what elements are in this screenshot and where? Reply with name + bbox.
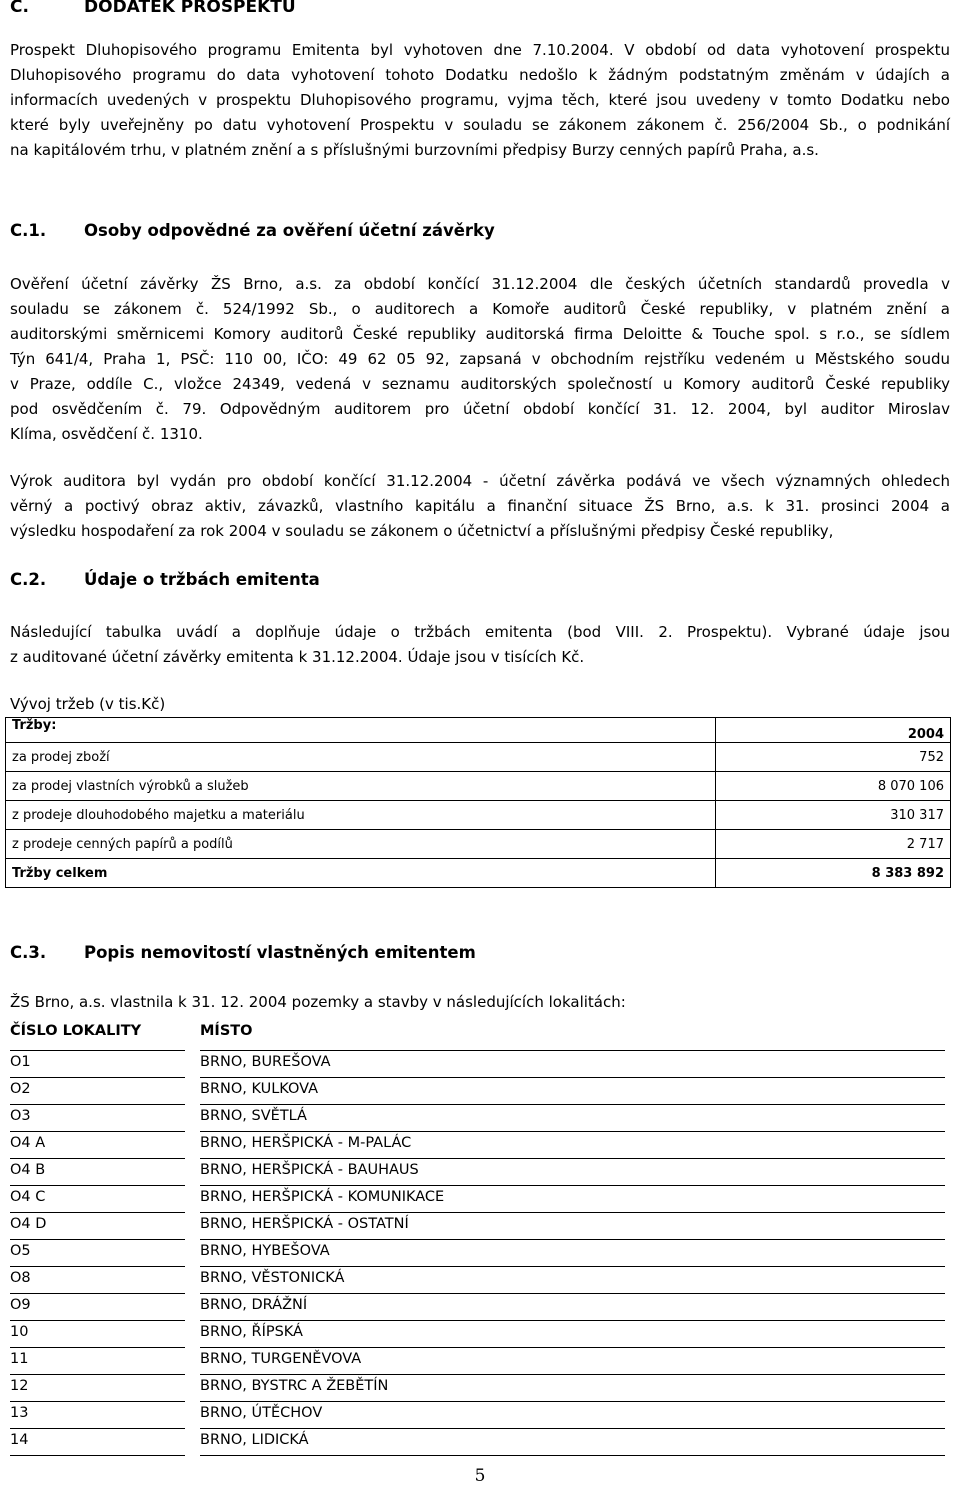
location-place: BRNO, BYSTRC A ŽEBĚTÍN — [200, 1378, 389, 1394]
location-id: O9 — [10, 1297, 31, 1313]
location-place: BRNO, ŘÍPSKÁ — [200, 1324, 303, 1340]
location-row — [0, 1240, 960, 1267]
auditor-line: Ověření účetní závěrky ŽS Brno, a.s. za období končící 31.12.2004 dle českých účetních standardů provedla v — [10, 275, 950, 293]
row-label: za prodej vlastních výrobků a služeb — [6, 772, 716, 801]
intro-line: Prospekt Dluhopisového programu Emitenta byl vyhotoven dne 7.10.2004. V období od data vyhotovení prospektu — [10, 41, 950, 59]
location-id: 10 — [10, 1324, 29, 1340]
location-place: BRNO, KULKOVA — [200, 1081, 319, 1097]
location-row — [0, 1105, 960, 1132]
table-row — [6, 743, 951, 772]
section-number: C.3. — [10, 943, 47, 962]
location-row — [0, 1132, 960, 1159]
location-row — [0, 1078, 960, 1105]
document-heading — [10, 0, 296, 17]
location-place: BRNO, BUREŠOVA — [200, 1054, 331, 1070]
section-c2-heading — [10, 570, 320, 589]
location-id: O8 — [10, 1270, 31, 1286]
location-row — [0, 1429, 960, 1456]
location-id: 11 — [10, 1351, 29, 1367]
intro-paragraph — [10, 38, 950, 163]
row-value: 310 317 — [716, 801, 951, 830]
revenue-table — [5, 717, 951, 888]
location-id: O4 C — [10, 1189, 46, 1205]
location-place: BRNO, ÚTĚCHOV — [200, 1405, 323, 1421]
section-number: C.1. — [10, 221, 47, 240]
location-row — [0, 1159, 960, 1186]
auditor-paragraph — [10, 272, 950, 447]
location-id: O4 A — [10, 1135, 46, 1151]
table-row — [6, 801, 951, 830]
row-label: za prodej zboží — [6, 743, 716, 772]
intro-line: které byly uveřejněny po datu vyhotovení Prospektu v souladu se zákonem zákonem č. 256/2004 Sb., o podnikání — [10, 116, 950, 134]
section-c1-heading — [10, 221, 495, 240]
location-place: BRNO, HYBEŠOVA — [200, 1243, 330, 1259]
location-id: 14 — [10, 1432, 29, 1448]
row-value: 8 070 106 — [716, 772, 951, 801]
section-c3-heading — [10, 943, 476, 962]
table-row — [6, 772, 951, 801]
opinion-line: věrný a poctivý obraz aktiv, závazků, vlastního kapitálu a finanční situace ŽS Brno, a.s. k 31. prosinci 2004 a — [10, 497, 950, 515]
table-header-year: 2004 — [716, 718, 951, 743]
section-number: C.2. — [10, 570, 47, 589]
auditor-line: Klíma, osvědčení č. 1310. — [10, 425, 203, 443]
auditor-line: souladu se zákonem č. 524/1992 Sb., o auditorech a Komoře auditorů České republiky, v platném znění a — [10, 300, 950, 318]
auditor-line: pod osvědčením č. 79. Odpovědným auditorem pro účetní období končící 31. 12. 2004, byl auditor Miroslav — [10, 400, 950, 418]
location-id: O4 D — [10, 1216, 47, 1232]
location-row — [0, 1186, 960, 1213]
location-place: BRNO, HERŠPICKÁ - M-PALÁC — [200, 1135, 412, 1151]
row-rule — [10, 1455, 185, 1456]
location-place: BRNO, HERŠPICKÁ - KOMUNIKACE — [200, 1189, 445, 1205]
auditor-line: auditorskými směrnicemi Komory auditorů České republiky auditorská firma Deloitte & Touche spol. s r.o., se sídlem — [10, 325, 950, 343]
location-id: O1 — [10, 1054, 31, 1070]
location-place: BRNO, DRÁŽNÍ — [200, 1297, 308, 1313]
auditor-line: v Praze, oddíle C., vložce 24349, vedená v seznamu auditorských společností u Komory auditorů České republiky — [10, 375, 950, 393]
column-header-place: MÍSTO — [200, 1023, 253, 1039]
table-row — [6, 830, 951, 859]
row-label: z prodeje cenných papírů a podílů — [6, 830, 716, 859]
row-rule — [200, 1455, 945, 1456]
opinion-line: výsledku hospodaření za rok 2004 v souladu se zákonem o účetnictví a příslušnými předpisy České republiky, — [10, 522, 834, 540]
table-header-row — [6, 718, 951, 743]
location-id: 13 — [10, 1405, 29, 1421]
location-row — [0, 1213, 960, 1240]
location-id: 12 — [10, 1378, 29, 1394]
location-place: BRNO, HERŠPICKÁ - OSTATNÍ — [200, 1216, 409, 1232]
heading-title: DODATEK PROSPEKTU — [84, 0, 296, 17]
location-id: O3 — [10, 1108, 31, 1124]
total-value: 8 383 892 — [716, 859, 951, 888]
table-header-label: Tržby: — [6, 718, 716, 743]
auditor-line: Týn 641/4, Praha 1, PSČ: 110 00, IČO: 49 62 05 92, zapsaná v obchodním rejstříku vedeném u Městského soudu — [10, 350, 950, 368]
location-row — [0, 1375, 960, 1402]
revenue-intro-line: z auditované účetní závěrky emitenta k 31.12.2004. Údaje jsou v tisících Kč. — [10, 648, 585, 666]
location-place: BRNO, SVĚTLÁ — [200, 1108, 307, 1124]
audit-opinion-paragraph — [10, 469, 950, 544]
row-label: z prodeje dlouhodobého majetku a materiálu — [6, 801, 716, 830]
total-label: Tržby celkem — [6, 859, 716, 888]
location-place: BRNO, LIDICKÁ — [200, 1432, 309, 1448]
table-caption: Vývoj tržeb (v tis.Kč) — [10, 695, 166, 713]
intro-line: informacích uvedených v prospektu Dluhopisového programu, vyjma těch, které jsou uvedeny v tomto Dodatku nebo — [10, 91, 950, 109]
heading-number: C. — [10, 0, 29, 17]
location-id: O2 — [10, 1081, 31, 1097]
section-title: Údaje o tržbách emitenta — [84, 570, 320, 589]
location-place: BRNO, TURGENĚVOVA — [200, 1351, 362, 1367]
section-title: Osoby odpovědné za ověření účetní závěrky — [84, 221, 495, 240]
section-title: Popis nemovitostí vlastněných emitentem — [84, 943, 476, 962]
intro-line: na kapitálovém trhu, v platném znění a s příslušnými burzovními předpisy Burzy cenných papírů Praha, a.s. — [10, 141, 819, 159]
location-place: BRNO, HERŠPICKÁ - BAUHAUS — [200, 1162, 419, 1178]
column-header-id: ČÍSLO LOKALITY — [10, 1023, 142, 1039]
location-row — [0, 1321, 960, 1348]
intro-line: Dluhopisového programu do data vyhotovení tohoto Dodatku nedošlo k žádným podstatným změnám v údajích a — [10, 66, 950, 84]
location-place: BRNO, VĚSTONICKÁ — [200, 1270, 345, 1286]
revenue-intro-line: Následující tabulka uvádí a doplňuje údaje o tržbách emitenta (bod VIII. 2. Prospektu). Vybrané údaje jsou — [10, 623, 950, 641]
location-row — [0, 1051, 960, 1078]
location-row — [0, 1348, 960, 1375]
location-id: O5 — [10, 1243, 31, 1259]
location-id: O4 B — [10, 1162, 46, 1178]
location-row — [0, 1267, 960, 1294]
location-row — [0, 1294, 960, 1321]
table-total-row — [6, 859, 951, 888]
revenue-intro-paragraph — [10, 620, 950, 670]
page-number: 5 — [474, 1466, 486, 1486]
location-row — [0, 1402, 960, 1429]
locations-intro: ŽS Brno, a.s. vlastnila k 31. 12. 2004 pozemky a stavby v následujících lokalitách: — [10, 993, 626, 1011]
row-value: 752 — [716, 743, 951, 772]
opinion-line: Výrok auditora byl vydán pro období končící 31.12.2004 - účetní závěrka podává ve všech významných ohledech — [10, 472, 950, 490]
row-value: 2 717 — [716, 830, 951, 859]
